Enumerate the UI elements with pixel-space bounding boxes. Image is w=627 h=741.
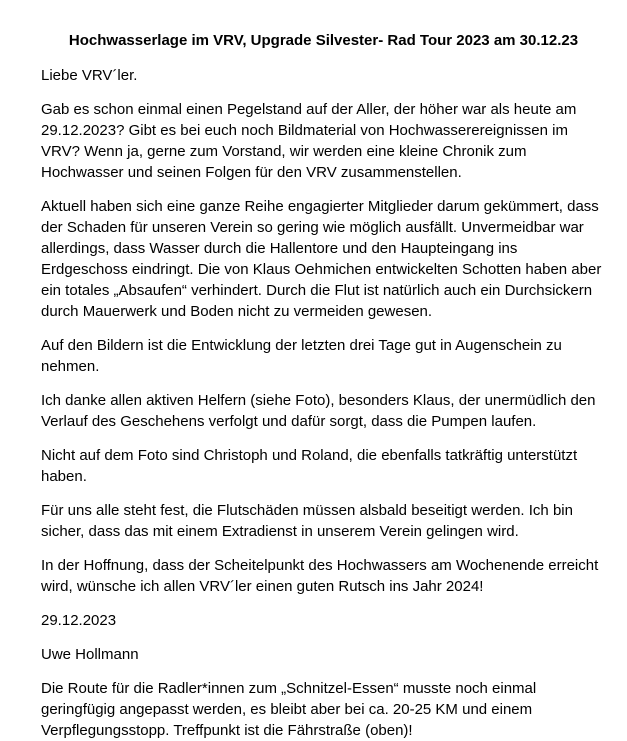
paragraph-pegelstand: Gab es schon einmal einen Pegelstand auf der Aller, der höher war als heute am 29.12.2023? Gibt es bei euch noch Bildmaterial von Hochwasserereignissen im VRV? Wenn ja, gerne zum Vorstand, wir werden eine kleine Chronik zum Hochwasser und seinen Folgen für den VRV zusammenstellen.: [41, 101, 577, 181]
paragraph-flutschaeden: Für uns alle steht fest, die Flutschäden müssen alsbald beseitigt werden. Ich bin sicher, dass das mit einem Extradienst in unserem Verein gelingen wird.: [41, 502, 573, 540]
paragraph-nicht-auf-foto: Nicht auf dem Foto sind Christoph und Roland, die ebenfalls tatkräftig unterstützt haben.: [41, 447, 578, 485]
document-title: Hochwasserlage im VRV, Upgrade Silvester- Rad Tour 2023 am 30.12.23: [68, 32, 579, 49]
signature-name: Uwe Hollmann: [41, 646, 139, 663]
paragraph-hoffnung: In der Hoffnung, dass der Scheitelpunkt des Hochwassers am Wochenende erreicht wird, wünsche ich allen VRV´ler einen guten Rutsch ins Jahr 2024!: [41, 557, 599, 595]
paragraph-dank: Ich danke allen aktiven Helfern (siehe Foto), besonders Klaus, der unermüdlich den Verlauf des Geschehens verfolgt und dafür sorgt, dass die Pumpen laufen.: [41, 392, 596, 430]
paragraph-route: Die Route für die Radler*innen zum „Schnitzel-Essen“ musste noch einmal geringfügig angepasst werden, es bleibt aber bei ca. 20-25 KM und einem Verpflegungsstopp. Treffpunkt ist die Fährstraße (oben)!: [41, 680, 537, 739]
paragraph-bilder: Auf den Bildern ist die Entwicklung der letzten drei Tage gut in Augenschein zu nehmen.: [41, 337, 562, 375]
greeting: Liebe VRV´ler.: [41, 67, 138, 84]
paragraph-schaden: Aktuell haben sich eine ganze Reihe engagierter Mitglieder darum gekümmert, dass der Schaden für unseren Verein so gering wie möglich ausfällt. Unvermeidbar war allerdings, dass Wasser durch die Hallentore und den Haupteingang ins Erdgeschoss eindringt. Die von Klaus Oehmichen entwickelten Schotten haben aber ein totales „Absaufen“ verhindert. Durch die Flut ist natürlich auch ein Durchsickern durch Mauerwerk und Boden nicht zu vermeiden gewesen.: [41, 198, 602, 320]
date-line: 29.12.2023: [41, 612, 117, 629]
